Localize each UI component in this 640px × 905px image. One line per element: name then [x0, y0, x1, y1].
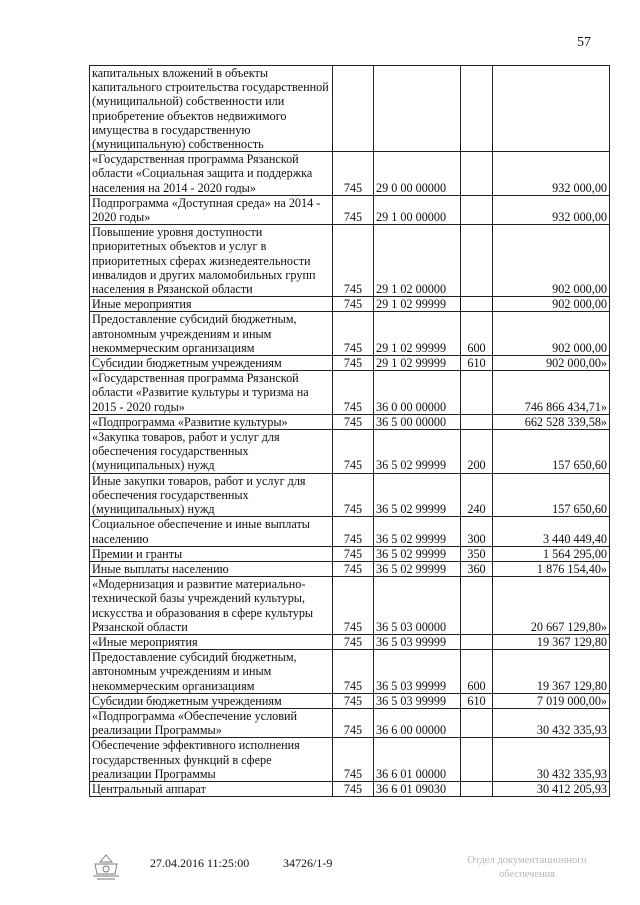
cell-sum: 902 000,00 [493, 297, 610, 312]
cell-vr [461, 634, 493, 649]
cell-name: Обеспечение эффективного исполнения государственных функций в сфере реализации Программы [90, 738, 333, 782]
cell-sum: 932 000,00 [493, 195, 610, 224]
cell-ved: 745 [333, 708, 374, 737]
cell-vr [461, 297, 493, 312]
cell-vr: 350 [461, 546, 493, 561]
cell-name: «Модернизация и развитие материально-технической базы учреждений культуры, искусства и образования в сфере культуры Рязанской области [90, 577, 333, 635]
cell-ved: 745 [333, 414, 374, 429]
cell-name: «Государственная программа Рязанской области «Развитие культуры и туризма на 2015 - 2020 годы» [90, 371, 333, 415]
cell-vr [461, 738, 493, 782]
cell-vr: 600 [461, 312, 493, 356]
cell-name: «Государственная программа Рязанской области «Социальная защита и поддержка населения на 2014 - 2020 годы» [90, 152, 333, 196]
table-row [90, 577, 610, 635]
cell-name: Социальное обеспечение и иные выплаты населению [90, 517, 333, 546]
cell-sum: 902 000,00 [493, 225, 610, 297]
cell-sum: 19 367 129,80 [493, 650, 610, 694]
cell-csr: 36 5 03 00000 [374, 577, 461, 635]
footer-doc-number: 34726/1-9 [283, 856, 333, 870]
cell-sum: 20 667 129,80» [493, 577, 610, 635]
cell-ved: 745 [333, 634, 374, 649]
table-row [90, 371, 610, 415]
cell-name: Иные мероприятия [90, 297, 333, 312]
cell-ved: 745 [333, 781, 374, 796]
cell-vr: 610 [461, 693, 493, 708]
table-row [90, 430, 610, 474]
cell-name: Субсидии бюджетным учреждениям [90, 693, 333, 708]
cell-name: «Подпрограмма «Обеспечение условий реализации Программы» [90, 708, 333, 737]
cell-csr: 36 5 02 99999 [374, 561, 461, 576]
cell-vr: 240 [461, 473, 493, 517]
cell-ved: 745 [333, 312, 374, 356]
cell-vr [461, 195, 493, 224]
cell-name: «Иные мероприятия [90, 634, 333, 649]
cell-csr: 36 5 02 99999 [374, 517, 461, 546]
table-row [90, 66, 610, 152]
cell-ved: 745 [333, 738, 374, 782]
cell-csr: 29 1 02 00000 [374, 225, 461, 297]
cell-sum: 19 367 129,80 [493, 634, 610, 649]
cell-csr: 36 5 02 99999 [374, 473, 461, 517]
cell-name: Повышение уровня доступности приоритетных объектов и услуг в приоритетных сферах жизнедеятельности инвалидов и других маломобильных групп населения в Рязанской области [90, 225, 333, 297]
table-row [90, 297, 610, 312]
page-number: 57 [577, 35, 591, 50]
cell-sum: 30 412 205,93 [493, 781, 610, 796]
table-row [90, 708, 610, 737]
cell-name: Центральный аппарат [90, 781, 333, 796]
table-row [90, 312, 610, 356]
watermark-line: обеспечения [498, 869, 556, 880]
cell-ved: 745 [333, 297, 374, 312]
cell-sum: 157 650,60 [493, 473, 610, 517]
cell-csr: 36 5 02 99999 [374, 546, 461, 561]
cell-ved: 745 [333, 195, 374, 224]
cell-sum: 3 440 449,40 [493, 517, 610, 546]
cell-name: Субсидии бюджетным учреждениям [90, 356, 333, 371]
cell-ved [333, 66, 374, 152]
cell-vr [461, 781, 493, 796]
cell-name: Иные выплаты населению [90, 561, 333, 576]
cell-sum: 30 432 335,93 [493, 708, 610, 737]
cell-name: Предоставление субсидий бюджетным, автономным учреждениям и иным некоммерческим организациям [90, 650, 333, 694]
cell-vr: 300 [461, 517, 493, 546]
table-row [90, 356, 610, 371]
cell-sum: 902 000,00 [493, 312, 610, 356]
cell-sum: 30 432 335,93 [493, 738, 610, 782]
cell-sum: 662 528 339,58» [493, 414, 610, 429]
cell-ved: 745 [333, 371, 374, 415]
cell-sum: 7 019 000,00» [493, 693, 610, 708]
cell-sum: 746 866 434,71» [493, 371, 610, 415]
cell-ved: 745 [333, 430, 374, 474]
cell-name: капитальных вложений в объекты капитального строительства государственной (муниципальной) собственности или приобретение объектов недвижимого имущества в государственную (муниципальную) собственность [90, 66, 333, 152]
cell-ved: 745 [333, 356, 374, 371]
cell-vr [461, 414, 493, 429]
cell-vr: 610 [461, 356, 493, 371]
cell-csr: 36 6 00 00000 [374, 708, 461, 737]
cell-vr [461, 66, 493, 152]
cell-sum: 1 564 295,00 [493, 546, 610, 561]
cell-name: «Закупка товаров, работ и услуг для обеспечения государственных (муниципальных) нужд [90, 430, 333, 474]
table-row [90, 195, 610, 224]
cell-csr: 36 6 01 00000 [374, 738, 461, 782]
cell-name: Премии и гранты [90, 546, 333, 561]
cell-csr: 29 1 00 00000 [374, 195, 461, 224]
cell-sum [493, 66, 610, 152]
cell-csr: 29 1 02 99999 [374, 312, 461, 356]
cell-sum: 1 876 154,40» [493, 561, 610, 576]
page-footer [0, 850, 640, 890]
watermark-line: Отдел документационного [467, 855, 587, 866]
cell-ved: 745 [333, 693, 374, 708]
cell-vr [461, 225, 493, 297]
cell-csr: 36 5 03 99999 [374, 650, 461, 694]
cell-vr: 200 [461, 430, 493, 474]
department-watermark [452, 854, 602, 882]
cell-name: «Подпрограмма «Развитие культуры» [90, 414, 333, 429]
table-row [90, 225, 610, 297]
table-row [90, 693, 610, 708]
cell-vr [461, 371, 493, 415]
cell-ved: 745 [333, 561, 374, 576]
cell-vr [461, 708, 493, 737]
cell-ved: 745 [333, 152, 374, 196]
cell-csr: 29 1 02 99999 [374, 356, 461, 371]
cell-csr: 36 5 03 99999 [374, 634, 461, 649]
cell-vr: 600 [461, 650, 493, 694]
cell-csr: 29 1 02 99999 [374, 297, 461, 312]
table-row [90, 546, 610, 561]
table-row [90, 152, 610, 196]
cell-csr: 29 0 00 00000 [374, 152, 461, 196]
cell-csr: 36 5 02 99999 [374, 430, 461, 474]
table-row [90, 650, 610, 694]
cell-csr: 36 5 00 00000 [374, 414, 461, 429]
cell-csr: 36 0 00 00000 [374, 371, 461, 415]
cell-name: Подпрограмма «Доступная среда» на 2014 - 2020 годы» [90, 195, 333, 224]
table-row [90, 738, 610, 782]
table-row [90, 634, 610, 649]
footer-datetime: 27.04.2016 11:25:00 [150, 856, 250, 870]
cell-ved: 745 [333, 650, 374, 694]
table-row [90, 781, 610, 796]
table-row [90, 414, 610, 429]
cell-sum: 157 650,60 [493, 430, 610, 474]
cell-ved: 745 [333, 517, 374, 546]
cell-csr: 36 6 01 09030 [374, 781, 461, 796]
cell-vr [461, 577, 493, 635]
cell-vr: 360 [461, 561, 493, 576]
cell-sum: 932 000,00 [493, 152, 610, 196]
table-row [90, 561, 610, 576]
cell-name: Предоставление субсидий бюджетным, автономным учреждениям и иным некоммерческим организациям [90, 312, 333, 356]
cell-csr: 36 5 03 99999 [374, 693, 461, 708]
cell-csr [374, 66, 461, 152]
cell-ved: 745 [333, 546, 374, 561]
cell-sum: 902 000,00» [493, 356, 610, 371]
cell-name: Иные закупки товаров, работ и услуг для обеспечения государственных (муниципальных) нужд [90, 473, 333, 517]
table-row [90, 473, 610, 517]
registry-stamp-icon [85, 852, 127, 884]
budget-table [89, 65, 610, 797]
cell-ved: 745 [333, 225, 374, 297]
cell-ved: 745 [333, 473, 374, 517]
cell-vr [461, 152, 493, 196]
table-row [90, 517, 610, 546]
cell-ved: 745 [333, 577, 374, 635]
